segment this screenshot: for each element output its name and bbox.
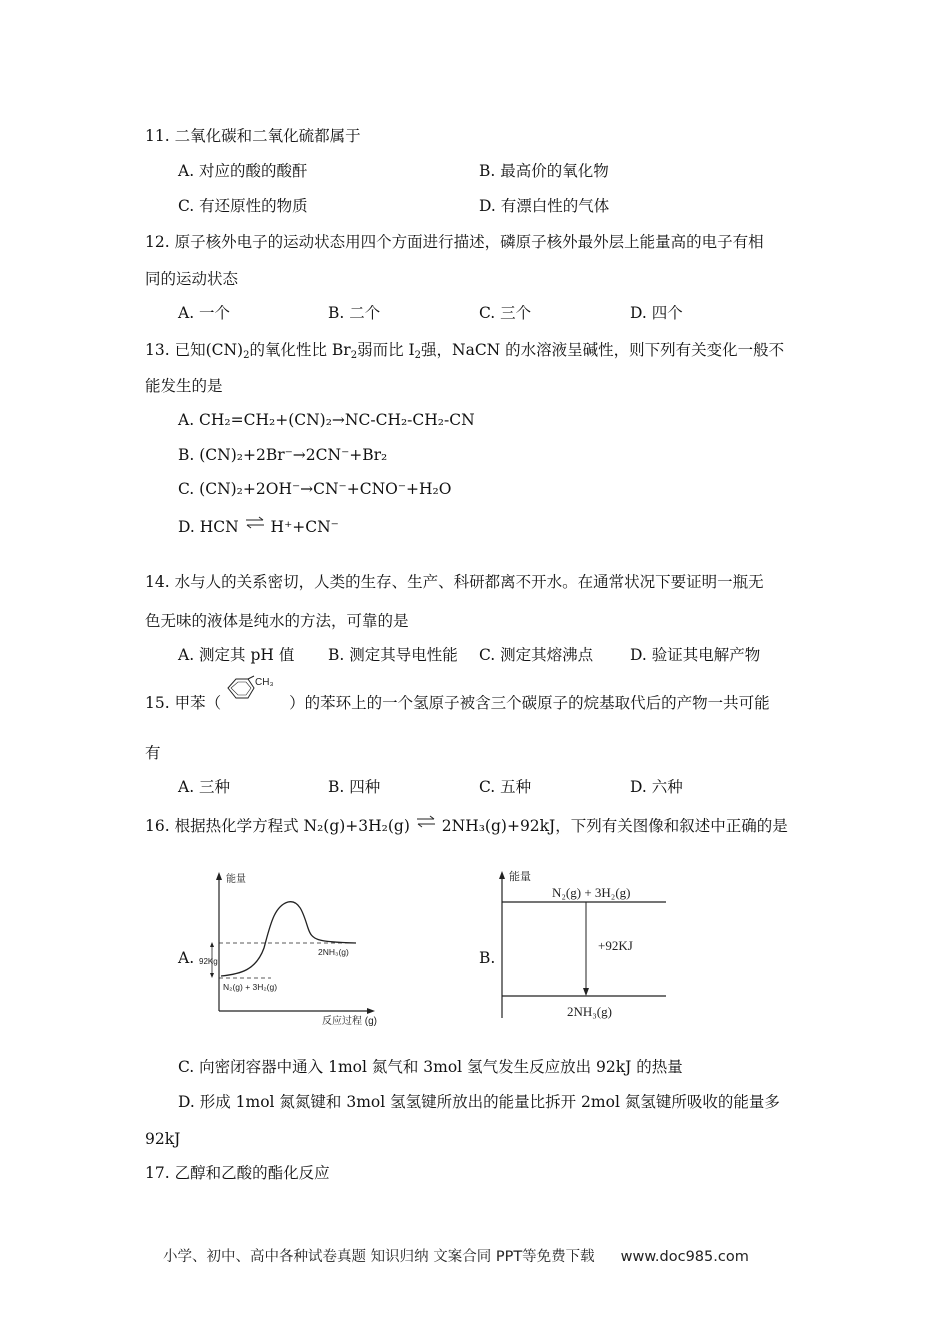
equilibrium-arrow-icon <box>244 516 266 530</box>
q11-option-d: D. 有漂白性的气体 <box>479 197 610 215</box>
footer-text: 小学、初中、高中各种试卷真题 知识归纳 文案合同 PPT等免费下载 <box>163 1249 595 1265</box>
diagram-a-delta-label: 92Kg <box>199 957 218 966</box>
toluene-methyl-label: CH₃ <box>255 677 274 688</box>
diagram-b-y-axis-label: 能量 <box>509 871 531 883</box>
q12-option-b: B. 二个 <box>328 304 381 322</box>
q13-option-b: B. (CN)₂+2Br⁻→2CN⁻+Br₂ <box>178 446 388 464</box>
energy-diagram-b <box>490 866 680 1026</box>
diagram-b-top-label: N₂(g) + 3H₂(g) <box>552 885 631 900</box>
q13-option-c: C. (CN)₂+2OH⁻→CN⁻+CNO⁻+H₂O <box>178 480 452 498</box>
q11-option-c: C. 有还原性的物质 <box>178 197 308 215</box>
equilibrium-arrow-icon <box>415 815 437 829</box>
q12-option-c: C. 三个 <box>479 304 532 322</box>
q16-option-c: C. 向密闭容器中通入 1mol 氮气和 3mol 氢气发生反应放出 92kJ 的热量 <box>178 1058 683 1076</box>
q16-stem: 16. 根据热化学方程式 N₂(g)+3H₂(g) 2NH₃(g)+92kJ，下列有关图像和叙述中正确的是 <box>145 817 788 835</box>
toluene-structure <box>218 674 280 710</box>
page-footer <box>163 1245 749 1266</box>
q14-option-c: C. 测定其熔沸点 <box>479 646 594 664</box>
q14-option-b: B. 测定其导电性能 <box>328 646 458 664</box>
q13-stem-line2: 能发生的是 <box>145 377 223 395</box>
q15-option-c: C. 五种 <box>479 778 532 796</box>
q14-option-d: D. 验证其电解产物 <box>630 646 761 664</box>
q17-stem: 17. 乙醇和乙酸的酯化反应 <box>145 1164 330 1182</box>
q16-diagram-b-label: B. <box>479 949 496 967</box>
q12-stem-line1: 12. 原子核外电子的运动状态用四个方面进行描述，磷原子核外最外层上能量高的电子有相 <box>145 233 764 251</box>
q14-option-a: A. 测定其 pH 值 <box>178 646 295 664</box>
diagram-a-y-axis-label: 能量 <box>226 874 246 885</box>
q13-option-d: D. HCN H⁺+CN⁻ <box>178 518 339 536</box>
q11-option-b: B. 最高价的氧化物 <box>479 162 609 180</box>
q12-stem-line2: 同的运动状态 <box>145 270 239 288</box>
q15-option-b: B. 四种 <box>328 778 381 796</box>
footer-url-link[interactable]: www.doc985.com <box>620 1249 749 1265</box>
q15-stem-line2: 有 <box>145 744 161 762</box>
energy-diagram-a <box>196 866 386 1026</box>
diagram-a-reactant-label: N₂(g) + 3H₂(g) <box>223 982 278 992</box>
q16-option-d-line2: 92kJ <box>145 1130 181 1148</box>
diagram-a-product-label: 2NH₃(g) <box>318 947 349 957</box>
diagram-a-x-axis-label: 反应过程 (g) <box>322 1016 377 1026</box>
q14-stem-line2: 色无味的液体是纯水的方法，可靠的是 <box>145 612 409 630</box>
q13-option-a: A. CH₂=CH₂+(CN)₂→NC-CH₂-CH₂-CN <box>178 411 475 429</box>
q16-diagram-a-label: A. <box>178 949 195 967</box>
q12-option-a: A. 一个 <box>178 304 231 322</box>
q14-stem-line1: 14. 水与人的关系密切，人类的生存、生产、科研都离不开水。在通常状况下要证明一瓶无 <box>145 573 764 591</box>
q16-option-d-line1: D. 形成 1mol 氮氮键和 3mol 氢氢键所放出的能量比拆开 2mol 氮氢键所吸收的能量多 <box>178 1093 780 1111</box>
diagram-b-delta-label: +92KJ <box>598 938 633 953</box>
q11-stem: 11. 二氧化碳和二氧化硫都属于 <box>145 127 361 145</box>
diagram-b-bottom-label: 2NH₃(g) <box>567 1004 612 1019</box>
q15-stem-line1: 15. 甲苯（ ）的苯环上的一个氢原子被含三个碳原子的烷基取代后的产物一共可能 <box>145 694 770 712</box>
q12-option-d: D. 四个 <box>630 304 683 322</box>
q13-stem-line1: 13. 已知$(CN)_2$的氧化性比 $Br_2$弱而比 $I_2$强，NaCN 的水溶液呈碱性，则下列有关变化一般不 <box>145 341 785 361</box>
q15-option-d: D. 六种 <box>630 778 683 796</box>
q11-option-a: A. 对应的酸的酸酐 <box>178 162 308 180</box>
q15-option-a: A. 三种 <box>178 778 231 796</box>
